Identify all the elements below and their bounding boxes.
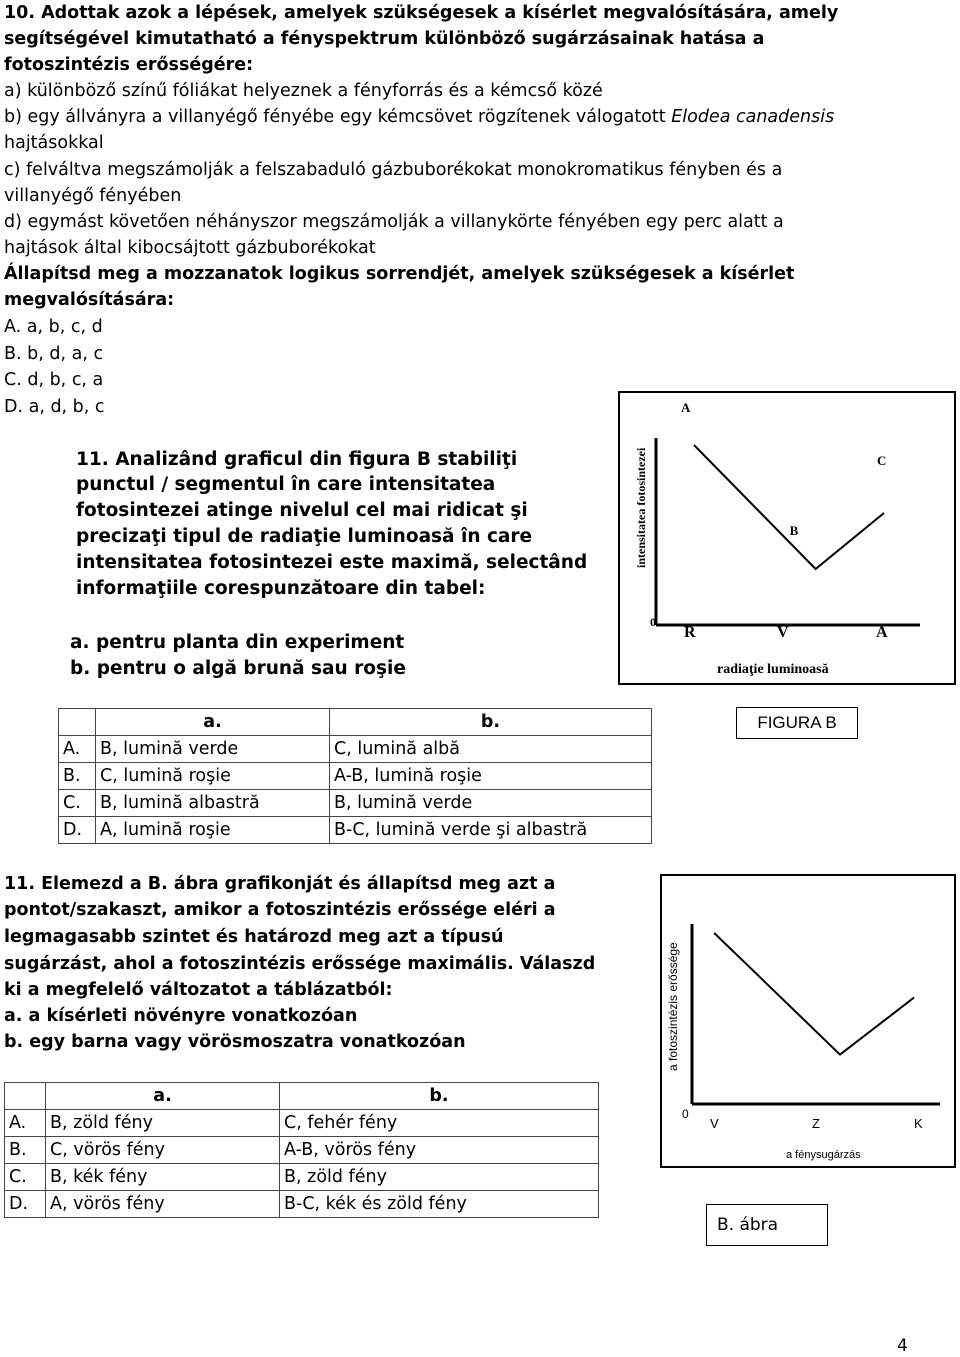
- q11-hu-answer-table: [4, 1082, 599, 1218]
- table-cell: A.: [59, 736, 96, 763]
- table-row: [5, 1110, 599, 1137]
- table-cell: B, zöld fény: [280, 1164, 599, 1191]
- q10-step-b: [4, 104, 834, 130]
- q11-ro-sub-b: b. pentru o algă brună sau roşie: [70, 658, 406, 679]
- table-cell: C, lumină roşie: [96, 763, 330, 790]
- abra-b-x-label: a fénysugárzás: [786, 1149, 861, 1161]
- figure-b-x-tick-v: V: [777, 624, 789, 641]
- q11-hu-line-5: ki a megfelelő változatot a táblázatból:: [4, 980, 393, 1000]
- q10-option-d: D. a, d, b, c: [4, 397, 105, 417]
- table-cell: B, zöld fény: [46, 1110, 280, 1137]
- table-header-cell: b.: [330, 709, 652, 736]
- table-header-cell: [5, 1083, 46, 1110]
- table-row: [5, 1191, 599, 1218]
- abra-b-x-tick-k: K: [914, 1116, 923, 1131]
- q10-option-b: B. b, d, a, c: [4, 344, 104, 364]
- q10-step-d-line-2: hajtások által kibocsájtott gázbuborékokat: [4, 238, 376, 258]
- table-cell: B, lumină verde: [330, 790, 652, 817]
- table-cell: A, lumină roşie: [96, 817, 330, 844]
- table-header-cell: a.: [46, 1083, 280, 1110]
- figure-b-box: [618, 391, 956, 685]
- q10-instruction-line-2: megvalósítására:: [4, 290, 175, 310]
- figure-b-x-label: radiaţie luminoasă: [717, 662, 829, 677]
- table-row: [5, 1137, 599, 1164]
- table-cell: B-C, kék és zöld fény: [280, 1191, 599, 1218]
- table-cell: B, lumină verde: [96, 736, 330, 763]
- table-cell: D.: [59, 817, 96, 844]
- table-cell: B.: [59, 763, 96, 790]
- table-cell: B, kék fény: [46, 1164, 280, 1191]
- abra-b-x-tick-v: V: [710, 1116, 719, 1131]
- table-header-cell: [59, 709, 96, 736]
- figure-b-point-b: B: [789, 523, 799, 538]
- table-cell: A, vörös fény: [46, 1191, 280, 1218]
- table-cell: B, lumină albastră: [96, 790, 330, 817]
- table-cell: C, lumină albă: [330, 736, 652, 763]
- table-cell: C, fehér fény: [280, 1110, 599, 1137]
- table-cell: B-C, lumină verde şi albastră: [330, 817, 652, 844]
- abra-b-y-label: a fotoszintézis erőssége: [666, 942, 680, 1071]
- q10-step-c-line-2: villanyégő fényében: [4, 186, 182, 206]
- q11-hu-line-3: legmagasabb szintet és határozd meg azt a típusú: [4, 927, 504, 947]
- table-row: [59, 763, 652, 790]
- figure-b-chart: [620, 393, 954, 683]
- figure-b-point-c: C: [877, 453, 887, 468]
- table-row: [59, 790, 652, 817]
- q11-ro-sub-a: a. pentru planta din experiment: [70, 632, 405, 653]
- q10-step-c-line-1: c) felváltva megszámolják a felszabaduló gázbuborékokat monokromatikus fényben és a: [4, 160, 783, 180]
- figure-b-data-line: [694, 445, 887, 569]
- q10-step-a: a) különböző színű fóliákat helyeznek a fényforrás és a kémcső közé: [4, 81, 603, 101]
- q11-ro-line-2: punctul / segmentul în care intensitatea: [76, 474, 496, 495]
- figure-b-caption: FIGURA B: [736, 707, 858, 739]
- table-cell: A-B, vörös fény: [280, 1137, 599, 1164]
- q10-option-c: C. d, b, c, a: [4, 370, 104, 390]
- table-header-cell: b.: [280, 1083, 599, 1110]
- table-row: [59, 817, 652, 844]
- abra-b-caption: B. ábra: [706, 1204, 828, 1246]
- abra-b-x-tick-z: Z: [812, 1116, 820, 1131]
- table-header-cell: a.: [96, 709, 330, 736]
- table-cell: D.: [5, 1191, 46, 1218]
- page-number: 4: [897, 1336, 908, 1356]
- q11-ro-answer-table: [58, 708, 652, 844]
- q10-instruction-line-1: Állapítsd meg a mozzanatok logikus sorrendjét, amelyek szükségesek a kísérlet: [4, 264, 795, 284]
- table-cell: C.: [59, 790, 96, 817]
- q11-ro-line-1: 11. Analizând graficul din figura B stabiliţi: [76, 449, 518, 470]
- q10-title-line-1: 10. Adottak azok a lépések, amelyek szükségesek a kísérlet megvalósítására, amely: [4, 3, 839, 23]
- table-row: [59, 736, 652, 763]
- q11-hu-line-4: sugárzást, ahol a fotoszintézis erőssége maximális. Válaszd: [4, 954, 596, 974]
- q10-step-d-line-1: d) egymást követően néhányszor megszámolják a villanykörte fényében egy perc alatt a: [4, 212, 784, 232]
- abra-b-chart: [662, 876, 954, 1166]
- abra-b-data-line: [714, 933, 914, 1055]
- abra-b-box: [660, 874, 956, 1168]
- q10-title-line-3: fotoszintézis erősségére:: [4, 55, 254, 75]
- figure-b-y-label: intensitatea fotosintezei: [634, 447, 648, 568]
- table-row: [5, 1164, 599, 1191]
- q11-ro-line-4: precizaţi tipul de radiaţie luminoasă în care: [76, 526, 533, 547]
- q10-step-b-text: b) egy állványra a villanyégő fényébe egy kémcsövet rögzítenek válogatott: [4, 107, 672, 127]
- table-cell: B.: [5, 1137, 46, 1164]
- table-header-row: [59, 709, 652, 736]
- table-header-row: [5, 1083, 599, 1110]
- abra-b-origin: 0: [682, 1107, 689, 1121]
- q11-ro-line-6: informaţiile corespunzătoare din tabel:: [76, 578, 486, 599]
- q10-step-b-cont: hajtásokkal: [4, 133, 104, 153]
- table-cell: A.: [5, 1110, 46, 1137]
- figure-b-origin: 0: [650, 615, 656, 629]
- q11-hu-line-7: b. egy barna vagy vörösmoszatra vonatkozóan: [4, 1032, 466, 1052]
- q11-hu-line-2: pontot/szakaszt, amikor a fotoszintézis erőssége eléri a: [4, 900, 556, 920]
- q10-option-a: A. a, b, c, d: [4, 317, 103, 337]
- q11-ro-line-3: fotosintezei atinge nivelul cel mai ridicat şi: [76, 500, 528, 521]
- table-cell: C, vörös fény: [46, 1137, 280, 1164]
- q11-hu-line-6: a. a kísérleti növényre vonatkozóan: [4, 1006, 358, 1026]
- q10-title-line-2: segítségével kimutatható a fényspektrum különböző sugárzásainak hatása a: [4, 29, 765, 49]
- figure-b-point-a: A: [681, 400, 691, 415]
- table-cell: A-B, lumină roşie: [330, 763, 652, 790]
- q10-species-name: Elodea canadensis: [671, 107, 835, 127]
- q11-hu-line-1: 11. Elemezd a B. ábra grafikonját és állapítsd meg azt a: [4, 874, 556, 894]
- figure-b-x-tick-a: A: [876, 624, 888, 641]
- q11-ro-line-5: intensitatea fotosintezei este maximă, selectând: [76, 552, 588, 573]
- table-cell: C.: [5, 1164, 46, 1191]
- figure-b-x-tick-r: R: [684, 624, 696, 641]
